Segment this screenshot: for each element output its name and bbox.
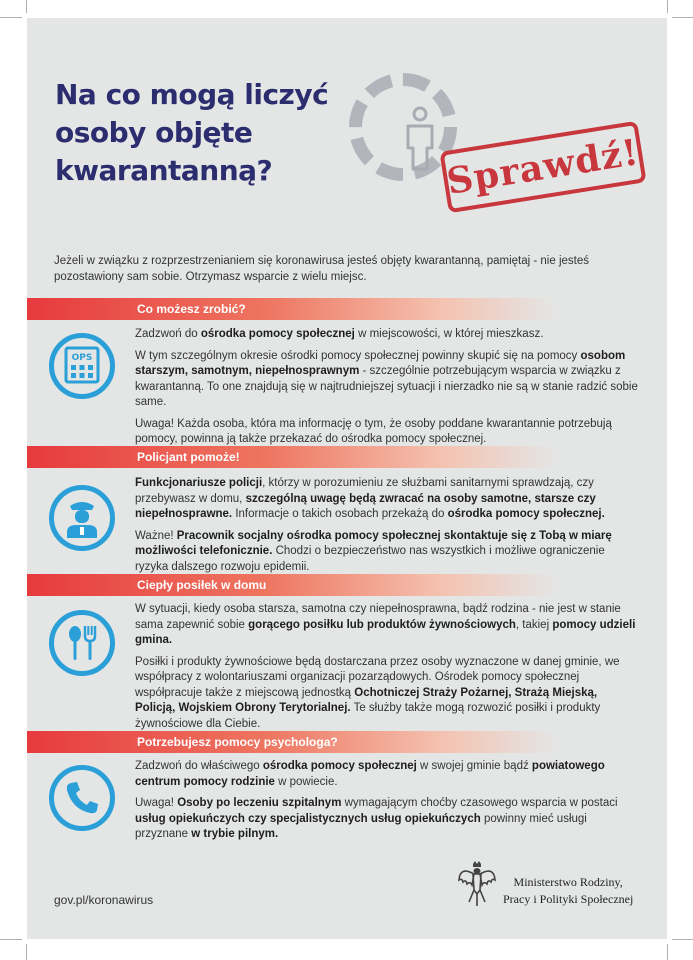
crop-mark bbox=[672, 939, 693, 940]
police-officer-icon bbox=[60, 496, 104, 540]
bold-text: Funkcjonariusze policji bbox=[135, 477, 263, 489]
crop-mark bbox=[667, 944, 668, 960]
ops-building-icon bbox=[61, 345, 103, 387]
text-run: w miejscowości, w której mieszkasz. bbox=[354, 328, 544, 340]
crop-mark bbox=[672, 17, 693, 18]
crop-mark bbox=[26, 944, 27, 960]
police-officer-icon bbox=[49, 485, 115, 551]
section-heading-bar bbox=[27, 574, 557, 596]
footer-url: gov.pl/koronawirus bbox=[54, 893, 154, 907]
crop-mark bbox=[667, 0, 668, 13]
section-heading: Policjant pomoże! bbox=[137, 450, 240, 464]
text-run: Uwaga! Każda osoba, która ma informację o tym, że osoby poddane kwarantannie potrzebują pomocy, powinna ją także przekazać do ośrodka pomocy społecznej. bbox=[135, 417, 612, 445]
text-run: Chodzi o bezpieczeństwo nas wszystkich i możliwe ograniczenie ryzyka dalszego rozwoju epidemii. bbox=[135, 545, 605, 573]
text-run: Uwaga! bbox=[135, 797, 178, 809]
ops-label: OPS bbox=[71, 353, 93, 363]
intro-text: Jeżeli w związku z rozprzestrzenianiem się koronawirusa jesteś objęty kwarantanną, pamiętaj - nie jesteś pozostawiony sam sobie. Otrzymasz wsparcie z wielu miejsc. bbox=[54, 255, 589, 283]
section-heading: Ciepły posiłek w domu bbox=[137, 578, 267, 592]
bold-text: powiatowego centrum pomocy rodzinie bbox=[135, 760, 605, 788]
crop-mark bbox=[26, 0, 27, 13]
text-run: W sytuacji, kiedy osoba starsza, samotna czy niepełnosprawna, bądź rodzina - nie jest w stanie sama zapewnić sobie bbox=[135, 603, 621, 631]
ministry-name bbox=[503, 874, 633, 908]
text-run: Ważne! bbox=[135, 529, 177, 542]
text-run: Zadzwoń do właściwego bbox=[135, 760, 263, 772]
section-heading-bar bbox=[27, 446, 557, 468]
title-line: Na co mogą liczyć bbox=[55, 78, 329, 111]
section-paragraph bbox=[135, 349, 640, 411]
bold-text: ośrodka pomocy społecznej. bbox=[447, 508, 605, 520]
spoon-fork-icon bbox=[49, 610, 115, 676]
spoon-fork-icon bbox=[60, 621, 104, 665]
section-body bbox=[135, 476, 640, 581]
ministry-line: Pracy i Polityki Społecznej bbox=[503, 892, 634, 906]
ops-building-icon bbox=[49, 333, 115, 399]
bold-text: ośrodka pomocy społecznej bbox=[262, 760, 417, 772]
bold-text: gorącego posiłku lub produktów żywnościowych bbox=[248, 618, 516, 631]
section-paragraph bbox=[135, 476, 640, 523]
text-run: Posiłki i produkty żywnościowe będą dostarczana przez osoby wyznaczone w danej gminie, we współpracy z wolontariuszami organizacji pozarządowych. Ośrodek pomocy społecznej współpracuje także z miejscową jednostką bbox=[135, 655, 620, 699]
bold-text: Ochotniczej Straży Pożarnej, Strażą Miejską, Policją, Wojskiem Obrony Terytorialnej. bbox=[135, 686, 598, 714]
section-paragraph bbox=[135, 327, 640, 343]
bold-text: Pracownik socjalny ośrodka pomocy społecznej skontaktuje się z Tobą w miarę możliwości telefonicznie. bbox=[135, 529, 612, 557]
page-title bbox=[55, 76, 328, 190]
section-paragraph bbox=[135, 655, 640, 733]
crop-mark bbox=[0, 17, 22, 18]
stamp-text: Sprawdź! bbox=[443, 131, 643, 203]
section-heading-bar bbox=[27, 731, 557, 753]
text-run: wymagającym choćby czasowego wsparcia w postaci bbox=[341, 797, 618, 809]
text-run: powinny mieć usługi przyznane bbox=[135, 812, 587, 840]
section-paragraph bbox=[135, 759, 640, 790]
section-heading: Potrzebujesz pomocy psychologa? bbox=[137, 735, 338, 749]
ministry-line: Ministerstwo Rodziny, bbox=[513, 875, 623, 889]
phone-icon bbox=[62, 778, 102, 818]
section-paragraph bbox=[135, 796, 640, 843]
section-heading-bar bbox=[27, 298, 557, 320]
title-line: kwarantanną? bbox=[55, 154, 273, 187]
bold-text: ośrodka pomocy społecznej bbox=[200, 328, 355, 340]
text-run: Te służby także mogą rozwozić posiłki i produkty żywnościowe dla Ciebie. bbox=[135, 702, 601, 730]
phone-icon bbox=[49, 765, 115, 831]
text-run: , którzy w porozumieniu ze służbami sanitarnymi sprawdzają, czy przebywasz w domu, bbox=[135, 477, 594, 505]
bold-text: pomocy udzieli gmina. bbox=[135, 618, 636, 646]
text-run: w swojej gminie bądź bbox=[416, 760, 532, 772]
crop-mark bbox=[0, 939, 22, 940]
section-body bbox=[135, 602, 640, 738]
bold-text: usług opiekuńczych czy specjalistycznych usług opiekuńczych bbox=[135, 812, 481, 825]
person-icon bbox=[404, 106, 436, 172]
bold-text: w trybie pilnym. bbox=[191, 828, 279, 840]
leaflet-page bbox=[27, 18, 667, 939]
section-paragraph bbox=[135, 602, 640, 649]
section-paragraph bbox=[135, 417, 640, 448]
text-run: w powiecie. bbox=[274, 775, 338, 788]
bold-text: osobom starszym, samotnym, niepełnosprawnym bbox=[135, 349, 626, 377]
section-paragraph bbox=[135, 529, 640, 576]
section-body bbox=[135, 327, 640, 454]
text-run: - szczególnie potrzebującym wsparcia w związku z kwarantanną. To one znajdują się w najtrudniejszej sytuacji i nierzadko nie są w stanie radzić sobie same. bbox=[135, 365, 638, 408]
section-heading: Co możesz zrobić? bbox=[137, 302, 246, 316]
section-body bbox=[135, 759, 640, 849]
text-run: W tym szczególnym okresie ośrodki pomocy społecznej powinny skupić się na pomocy bbox=[135, 349, 581, 362]
title-line: osoby objęte bbox=[55, 116, 253, 149]
bold-text: szczególną uwagę będą zwracać na osoby samotne, starsze czy niepełnosprawne. bbox=[135, 492, 596, 520]
text-run: Zadzwoń do bbox=[135, 328, 201, 340]
eagle-emblem-icon bbox=[457, 860, 497, 908]
stamp-badge bbox=[439, 121, 646, 214]
text-run: , takiej bbox=[515, 618, 553, 631]
text-run: Informacje o takich osobach przekażą do bbox=[232, 508, 448, 520]
bold-text: Osoby po leczeniu szpitalnym bbox=[177, 797, 342, 809]
